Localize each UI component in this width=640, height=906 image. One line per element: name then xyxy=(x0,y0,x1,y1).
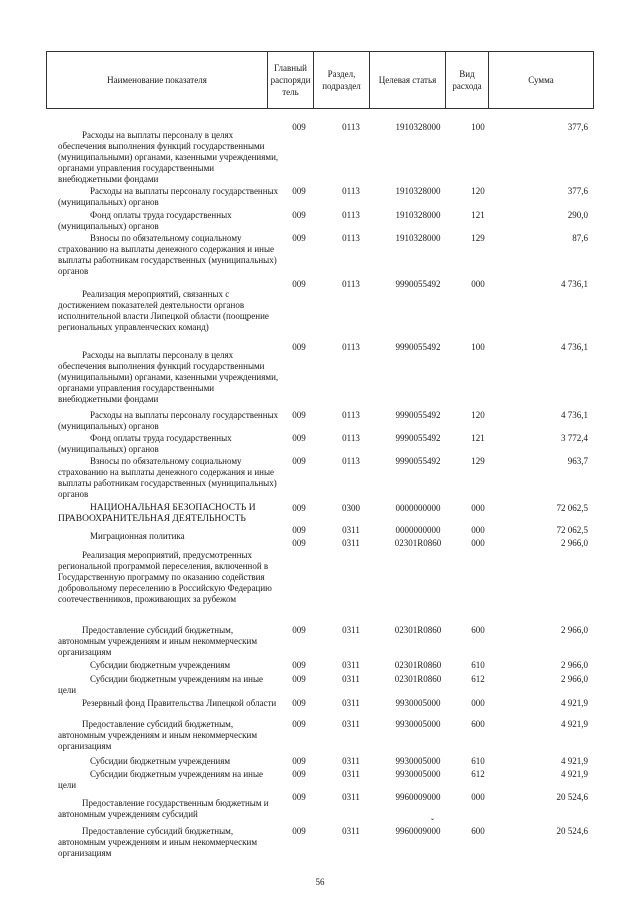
row-grbs: 009 xyxy=(292,525,306,535)
row-grbs: 009 xyxy=(292,769,306,779)
row-section: 0311 xyxy=(342,719,360,729)
row-section: 0113 xyxy=(342,210,360,220)
row-expense-type: 612 xyxy=(471,674,485,684)
row-target-article: 1910328000 xyxy=(395,122,441,132)
row-grbs: 009 xyxy=(292,210,306,220)
row-sum: 963,7 xyxy=(567,456,588,466)
header-name: Наименование показателя xyxy=(107,75,207,85)
row-grbs: 009 xyxy=(292,503,306,513)
row-name: Фонд оплаты труда государственных (муниципальных) органов xyxy=(58,433,232,454)
row-grbs: 009 xyxy=(292,410,306,420)
row-grbs: 009 xyxy=(292,756,306,766)
row-sum: 72 062,5 xyxy=(556,525,588,535)
row-section: 0300 xyxy=(342,503,360,513)
row-expense-type: 000 xyxy=(471,503,485,513)
row-target-article: 9960009000 xyxy=(395,792,441,802)
row-section: 0311 xyxy=(342,625,360,635)
row-section: 0311 xyxy=(342,756,360,766)
row-grbs: 009 xyxy=(292,625,306,635)
row-name: Субсидии бюджетным учреждениям на иные цели xyxy=(58,769,264,790)
row-sum: 377,6 xyxy=(567,186,588,196)
row-name: Предоставление субсидий бюджетным, автономным учреждениям и иным некоммерческим организациям xyxy=(58,625,258,657)
row-target-article: 9990055492 xyxy=(395,456,441,466)
header-expense-type: Вид расхода xyxy=(445,52,488,108)
row-name: НАЦИОНАЛЬНАЯ БЕЗОПАСНОСТЬ И ПРАВООХРАНИТЕЛЬНАЯ ДЕЯТЕЛЬНОСТЬ xyxy=(58,503,256,524)
header-sum: Сумма xyxy=(488,52,593,108)
row-grbs: 009 xyxy=(292,698,306,708)
row-sum: 20 524,6 xyxy=(556,792,588,802)
row-sum: 2 966,0 xyxy=(561,538,588,548)
row-sum: 4 736,1 xyxy=(561,279,588,289)
row-grbs: 009 xyxy=(292,342,306,352)
row-name: Взносы по обязательному социальному страхованию на выплаты денежного содержания и иные выплаты работникам государственных (муниципальных) органов xyxy=(58,233,277,276)
row-grbs: 009 xyxy=(292,660,306,670)
row-expense-type: 100 xyxy=(471,342,485,352)
row-name: Субсидии бюджетным учреждениям на иные цели xyxy=(58,674,264,695)
row-sum: 4 736,1 xyxy=(561,342,588,352)
row-expense-type: 121 xyxy=(471,433,485,443)
row-grbs: 009 xyxy=(292,792,306,802)
row-expense-type: 000 xyxy=(471,792,485,802)
row-name: Взносы по обязательному социальному страхованию на выплаты денежного содержания и иные выплаты работникам государственных (муниципальных) органов xyxy=(58,456,277,499)
row-grbs: 009 xyxy=(292,674,306,684)
row-section: 0113 xyxy=(342,279,360,289)
row-expense-type: 129 xyxy=(471,456,485,466)
row-target-article: 0000000000 xyxy=(395,503,441,513)
row-grbs: 009 xyxy=(292,233,306,243)
row-target-article: 9960009000 xyxy=(395,826,441,836)
row-expense-type: 120 xyxy=(471,410,485,420)
row-target-article: 1910328000 xyxy=(395,233,441,243)
row-grbs: 009 xyxy=(292,456,306,466)
row-target-article: 9990055492 xyxy=(395,342,441,352)
row-name: Расходы на выплаты персоналу государственных (муниципальных) органов xyxy=(58,410,279,431)
row-sum: 2 966,0 xyxy=(561,660,588,670)
row-expense-type: 612 xyxy=(471,769,485,779)
row-sum: 20 524,6 xyxy=(556,826,588,836)
row-sum: 4 921,9 xyxy=(561,756,588,766)
row-sum: 72 062,5 xyxy=(556,503,588,513)
row-expense-type: 129 xyxy=(471,233,485,243)
row-section: 0113 xyxy=(342,233,360,243)
row-name: Реализация мероприятий, связанных с достижением показателей деятельности органов исполнительной власти Липецкой области (поощрение региональных управленческих команд) xyxy=(58,289,269,332)
row-name: Фонд оплаты труда государственных (муниципальных) органов xyxy=(58,210,232,231)
tick-mark: ˇ xyxy=(431,817,434,827)
row-target-article: 9930005000 xyxy=(395,698,441,708)
row-expense-type: 600 xyxy=(471,625,485,635)
row-name: Расходы на выплаты персоналу в целях обеспечения выполнения функций государственными (муниципальными) органами, казенными учреждениями, органами управления государственными внебюджетными фондами xyxy=(58,350,279,404)
row-name: Резервный фонд Правительства Липецкой области xyxy=(82,698,277,708)
row-section: 0113 xyxy=(342,342,360,352)
row-name: Предоставление государственным бюджетным и автономным учреждениям субсидий xyxy=(58,798,269,819)
row-target-article: 9930005000 xyxy=(395,719,441,729)
row-sum: 4 921,9 xyxy=(561,769,588,779)
row-section: 0311 xyxy=(342,826,360,836)
row-sum: 290,0 xyxy=(567,210,588,220)
row-section: 0311 xyxy=(342,674,360,684)
row-expense-type: 120 xyxy=(471,186,485,196)
header-section: Раздел, подраздел xyxy=(313,52,369,108)
row-section: 0311 xyxy=(342,660,360,670)
row-grbs: 009 xyxy=(292,826,306,836)
header-grbs: Главный распоряди тель xyxy=(267,52,313,108)
row-expense-type: 000 xyxy=(471,525,485,535)
row-expense-type: 000 xyxy=(471,538,485,548)
row-expense-type: 000 xyxy=(471,279,485,289)
row-expense-type: 600 xyxy=(471,719,485,729)
row-name: Расходы на выплаты персоналу государственных (муниципальных) органов xyxy=(58,186,279,207)
row-target-article: 9990055492 xyxy=(395,279,441,289)
row-section: 0311 xyxy=(342,525,360,535)
row-sum: 3 772,4 xyxy=(561,433,588,443)
row-name: Субсидии бюджетным учреждениям xyxy=(90,660,231,670)
row-target-article: 9930005000 xyxy=(395,756,441,766)
row-sum: 377,6 xyxy=(567,122,588,132)
row-sum: 87,6 xyxy=(572,233,588,243)
row-target-article: 9930005000 xyxy=(395,769,441,779)
row-section: 0113 xyxy=(342,456,360,466)
row-name: Предоставление субсидий бюджетным, автономным учреждениям и иным некоммерческим организациям xyxy=(58,719,258,751)
row-name: Субсидии бюджетным учреждениям xyxy=(90,756,231,766)
row-target-article: 02301R0860 xyxy=(394,674,442,684)
row-grbs: 009 xyxy=(292,122,306,132)
row-sum: 4 921,9 xyxy=(561,719,588,729)
row-sum: 2 966,0 xyxy=(561,674,588,684)
row-target-article: 0000000000 xyxy=(395,525,441,535)
row-target-article: 1910328000 xyxy=(395,186,441,196)
row-section: 0311 xyxy=(342,792,360,802)
row-expense-type: 000 xyxy=(471,698,485,708)
row-section: 0311 xyxy=(342,538,360,548)
row-name: Реализация мероприятий, предусмотренных региональной программой переселения, включенной в Государственную программу по оказанию содействия добровольному переселению в Российскую Федерацию соотечественников, проживающих за рубежом xyxy=(58,550,272,604)
page-number: 56 xyxy=(315,877,325,887)
row-grbs: 009 xyxy=(292,433,306,443)
row-sum: 2 966,0 xyxy=(561,625,588,635)
row-target-article: 02301R0860 xyxy=(394,538,442,548)
row-section: 0311 xyxy=(342,769,360,779)
row-expense-type: 610 xyxy=(471,756,485,766)
row-section: 0113 xyxy=(342,186,360,196)
row-grbs: 009 xyxy=(292,279,306,289)
row-section: 0113 xyxy=(342,410,360,420)
row-expense-type: 600 xyxy=(471,826,485,836)
row-target-article: 9990055492 xyxy=(395,410,441,420)
row-expense-type: 610 xyxy=(471,660,485,670)
row-name: Миграционная политика xyxy=(90,531,185,541)
row-expense-type: 100 xyxy=(471,122,485,132)
row-section: 0113 xyxy=(342,433,360,443)
row-name: Расходы на выплаты персоналу в целях обеспечения выполнения функций государственными (муниципальными) органами, казенными учреждениями, органами управления государственными внебюджетными фондами xyxy=(58,130,279,184)
row-section: 0113 xyxy=(342,122,360,132)
row-sum: 4 736,1 xyxy=(561,410,588,420)
header-target-article: Целевая статья xyxy=(369,52,445,108)
row-target-article: 02301R0860 xyxy=(394,625,442,635)
row-target-article: 1910328000 xyxy=(395,210,441,220)
row-grbs: 009 xyxy=(292,538,306,548)
row-grbs: 009 xyxy=(292,186,306,196)
row-target-article: 9990055492 xyxy=(395,433,441,443)
table-header xyxy=(46,51,594,109)
row-name: Предоставление субсидий бюджетным, автономным учреждениям и иным некоммерческим организациям xyxy=(58,826,258,858)
row-expense-type: 121 xyxy=(471,210,485,220)
row-sum: 4 921,9 xyxy=(561,698,588,708)
row-section: 0311 xyxy=(342,698,360,708)
row-target-article: 02301R0860 xyxy=(394,660,442,670)
row-grbs: 009 xyxy=(292,719,306,729)
